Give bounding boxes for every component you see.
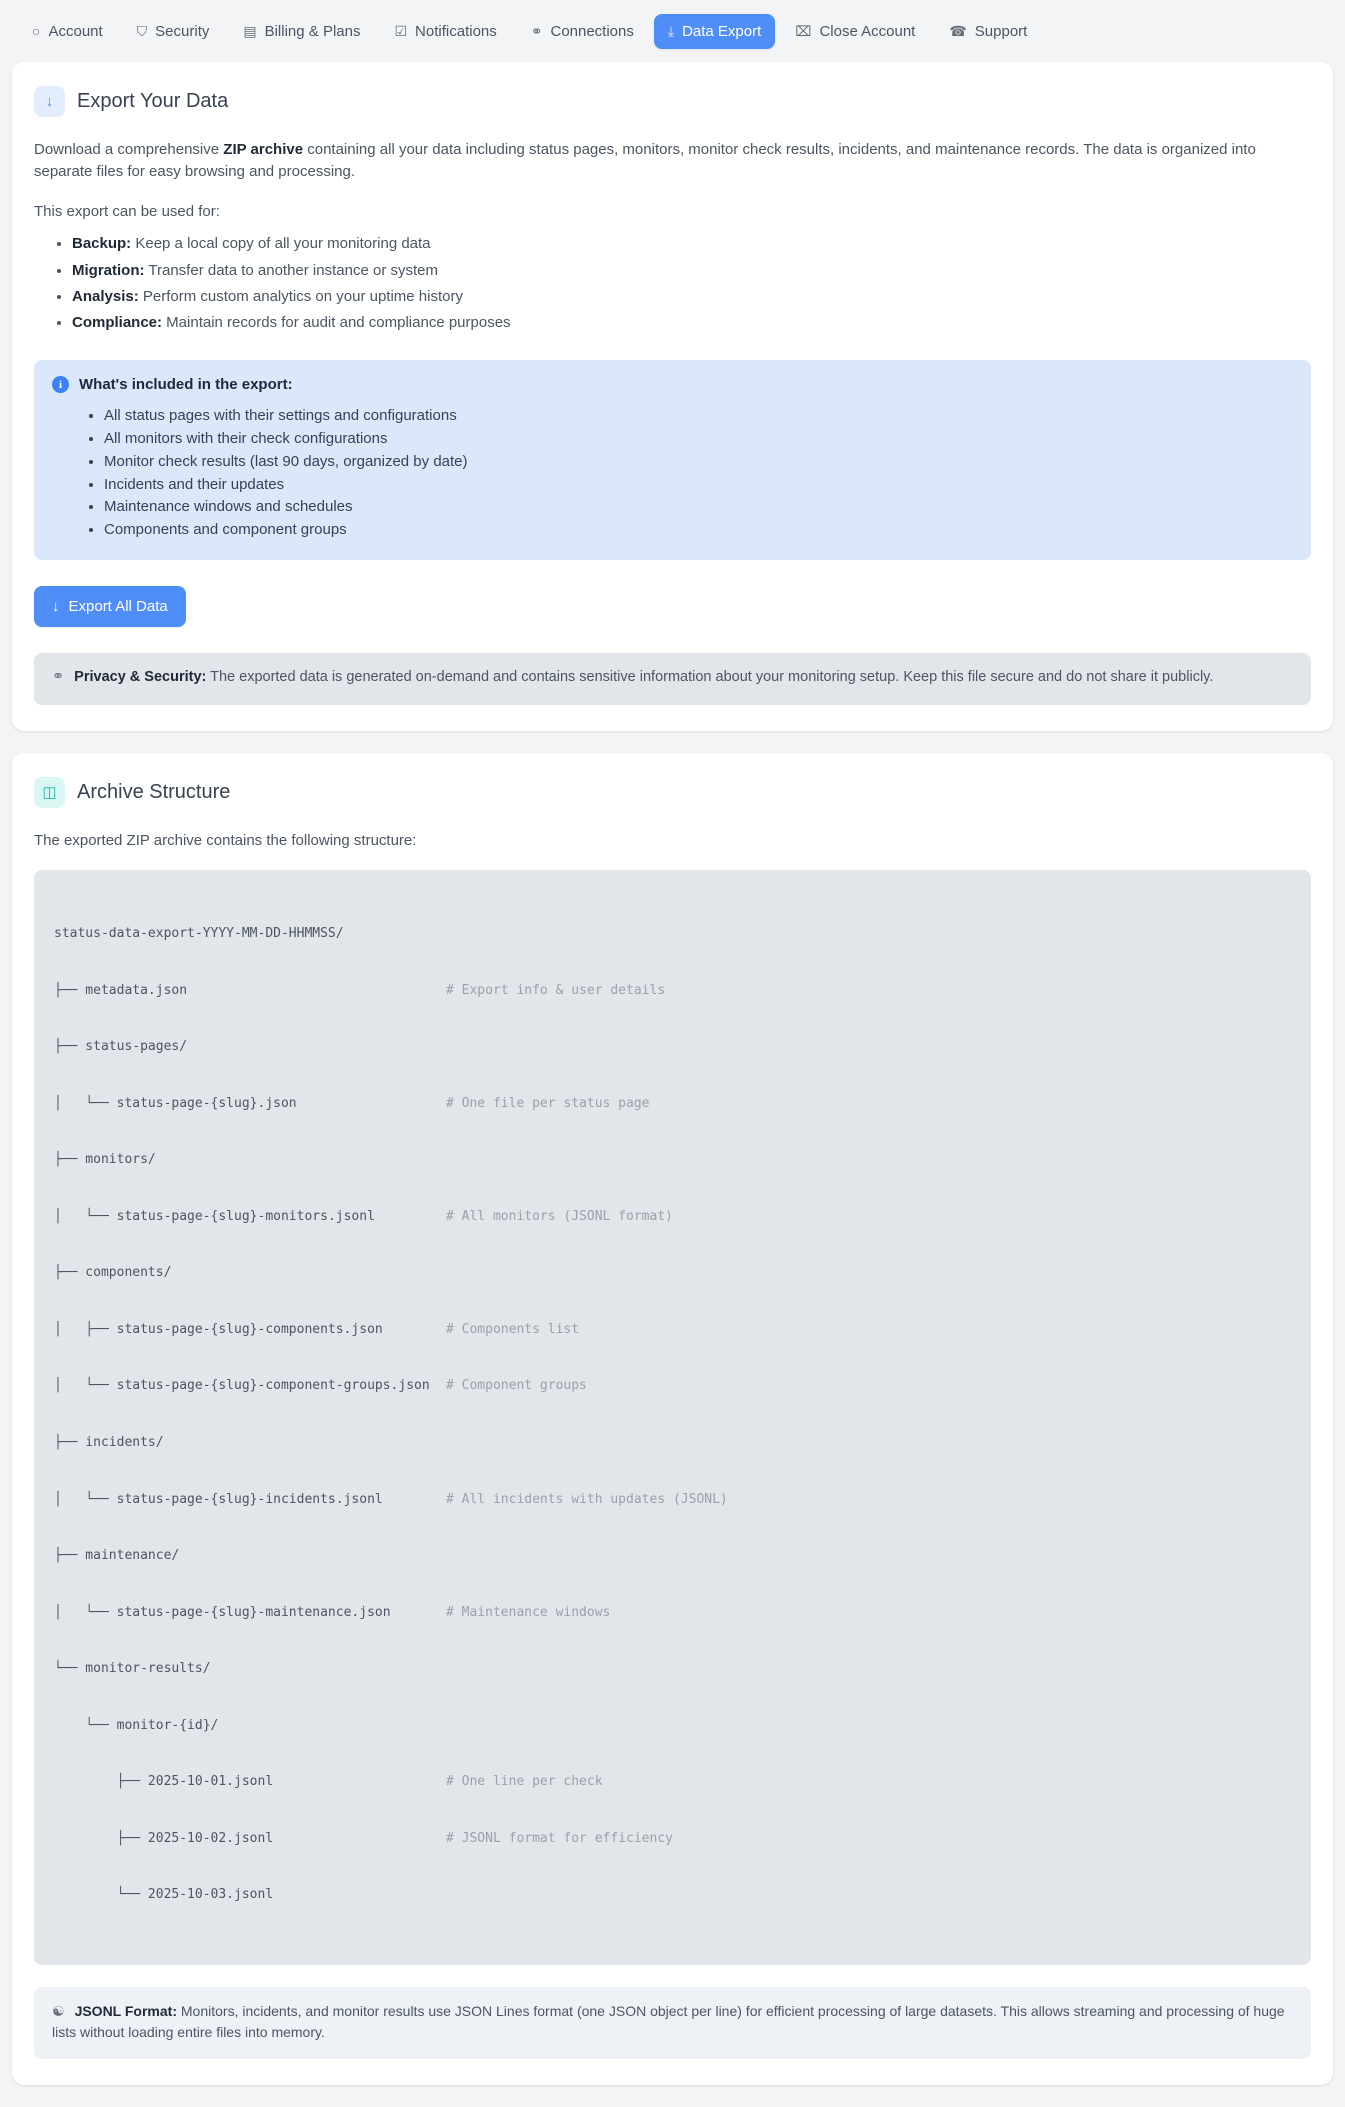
tree-comment: # Maintenance windows: [446, 1604, 611, 1620]
tab-security[interactable]: [123, 14, 224, 49]
use-case-term: Backup:: [72, 235, 132, 253]
tree-row: [54, 1095, 1291, 1114]
tree-row: [54, 1434, 1291, 1453]
section-title: Archive Structure: [77, 780, 231, 803]
tree-row: [54, 1038, 1291, 1057]
tree-comment: # All incidents with updates (JSONL): [446, 1491, 728, 1507]
use-case-text: Maintain records for audit and compliance purposes: [162, 314, 511, 331]
settings-tabs: [0, 0, 1345, 62]
tree-row: [54, 1321, 1291, 1340]
tree-row: [54, 1264, 1291, 1283]
use-cases-list: [34, 232, 1311, 334]
tree-path: ├── incidents/: [54, 1435, 164, 1450]
tree-row: [54, 1151, 1291, 1170]
tree-path: └── monitor-{id}/: [54, 1717, 219, 1733]
tree-row: [54, 1773, 1291, 1792]
tab-label: Close Account: [819, 22, 916, 40]
list-item: [72, 259, 1311, 282]
bell-icon: ☑: [394, 23, 408, 39]
tree-comment: # JSONL format for efficiency: [446, 1830, 673, 1846]
credit-card-icon: ▤: [243, 23, 257, 39]
tree-comment: # Components list: [446, 1321, 580, 1337]
tree-comment: # Export info & user details: [446, 982, 666, 998]
archive-structure-card: [12, 753, 1333, 2085]
tree-path: └── monitor-results/: [54, 1661, 211, 1677]
tree-row: [54, 1660, 1291, 1679]
tab-label: Security: [155, 22, 210, 40]
list-item: • Maintenance windows and schedules: [104, 496, 1293, 519]
download-icon: ⤓: [667, 23, 675, 39]
list-item: [72, 285, 1311, 308]
list-item: • Incidents and their updates: [104, 474, 1293, 497]
tree-path: ├── 2025-10-02.jsonl: [54, 1830, 274, 1846]
headset-icon: ☎: [949, 23, 967, 39]
export-intro-paragraph: [34, 139, 1311, 183]
list-item: • All status pages with their settings and configurations: [104, 405, 1293, 428]
tree-row: [54, 925, 1291, 944]
tree-row: [54, 1547, 1291, 1566]
use-case-text: Keep a local copy of all your monitoring data: [131, 235, 431, 253]
tree-path: ├── maintenance/: [54, 1548, 180, 1564]
tree-path: │ └── status-page-{slug}.json: [54, 1095, 297, 1111]
use-case-text: Perform custom analytics on your uptime history: [138, 287, 463, 305]
jsonl-format-note: [34, 1987, 1311, 2059]
tree-comment: # Component groups: [446, 1378, 587, 1394]
trash-icon: ⌧: [795, 23, 812, 39]
intro-text-bold: ZIP archive: [223, 141, 304, 158]
tree-comment: # One line per check: [446, 1774, 603, 1790]
page-title: Export Your Data: [77, 90, 229, 112]
tree-path: status-data-export-YYYY-MM-DD-HHMMSS/: [54, 926, 344, 942]
tab-support[interactable]: [935, 14, 1041, 49]
tree-path: │ └── status-page-{slug}-monitors.jsonl: [54, 1208, 375, 1224]
privacy-security-notice: [34, 653, 1311, 705]
tree-path: ├── metadata.json: [54, 982, 188, 998]
download-icon: ↓: [34, 86, 65, 117]
tree-row: [54, 1377, 1291, 1396]
tree-row: [54, 1886, 1291, 1905]
use-case-term: Migration:: [72, 261, 145, 279]
export-all-data-button[interactable]: [34, 586, 186, 627]
tree-row: [54, 1830, 1291, 1849]
included-title: What's included in the export:: [79, 376, 293, 394]
tab-billing-and-plans[interactable]: [229, 14, 374, 49]
included-info-panel: [34, 360, 1311, 560]
tab-connections[interactable]: [517, 14, 648, 49]
tab-data-export[interactable]: [654, 14, 775, 49]
note-text: Monitors, incidents, and monitor results use JSON Lines format (one JSON object per line) for efficient processing of large datasets. This allows streaming and processing of huge lists without loading entire files into memory.: [52, 2002, 1285, 2040]
tree-path: ├── 2025-10-01.jsonl: [54, 1774, 274, 1790]
shield-icon: ⚭: [52, 669, 65, 686]
tree-path: ├── components/: [54, 1265, 172, 1281]
export-data-card: [12, 62, 1333, 731]
list-item: • Monitor check results (last 90 days, organized by date): [104, 451, 1293, 474]
download-icon: ↓: [52, 598, 60, 616]
list-item: • All monitors with their check configurations: [104, 428, 1293, 451]
list-item: • Components and component groups: [104, 519, 1293, 542]
included-items-list: [52, 405, 1293, 542]
tab-notifications[interactable]: [380, 14, 510, 49]
tree-path: │ └── status-page-{slug}-incidents.jsonl: [54, 1491, 383, 1507]
tree-comment: # One file per status page: [446, 1095, 650, 1111]
card-header: [34, 86, 1311, 117]
tree-row: [54, 1604, 1291, 1623]
archive-intro: The exported ZIP archive contains the following structure:: [34, 831, 417, 849]
tree-path: │ └── status-page-{slug}-component-groups.json: [54, 1378, 430, 1394]
intro-text-before: Download a comprehensive: [34, 141, 224, 158]
tree-path: ├── monitors/: [54, 1152, 156, 1168]
use-case-term: Compliance:: [72, 314, 163, 331]
tree-row: [54, 982, 1291, 1001]
folder-icon: ◫: [34, 777, 65, 808]
use-case-text: Transfer data to another instance or system: [144, 261, 438, 279]
tree-row: [54, 1491, 1291, 1510]
archive-tree: [34, 870, 1311, 1965]
uses-label: This export can be used for:: [34, 202, 220, 220]
link-icon: ⚭: [530, 23, 543, 39]
tree-comment: # All monitors (JSONL format): [446, 1208, 673, 1224]
use-case-term: Analysis:: [72, 287, 139, 305]
info-icon: i: [52, 376, 69, 393]
privacy-term: Privacy & Security:: [74, 669, 207, 686]
tree-path: │ └── status-page-{slug}-maintenance.json: [54, 1604, 391, 1620]
tree-path: └── 2025-10-03.jsonl: [54, 1887, 274, 1903]
intro-text-after: containing all your data including status pages, monitors, monitor check results, incidents, and maintenance records. The data is organized into separate files for easy browsing and processing.: [34, 141, 1256, 180]
tab-close-account[interactable]: [781, 14, 929, 49]
tab-label: Account: [48, 22, 103, 40]
privacy-text: The exported data is generated on-demand and contains sensitive information about your monitoring setup. Keep this file secure and do not share it publicly.: [206, 669, 1214, 686]
tab-account[interactable]: [18, 14, 117, 49]
user-icon: ○: [32, 23, 41, 39]
shield-icon: ⛉: [136, 23, 148, 39]
tab-label: Billing & Plans: [264, 22, 361, 40]
tree-path: │ ├── status-page-{slug}-components.json: [54, 1321, 383, 1337]
button-label: Export All Data: [68, 598, 168, 616]
tree-row: [54, 1717, 1291, 1736]
list-item: [72, 311, 1311, 334]
tab-label: Support: [974, 22, 1028, 40]
tree-row: [54, 1208, 1291, 1227]
tab-label: Data Export: [682, 22, 762, 40]
tab-label: Connections: [550, 22, 634, 40]
tree-path: ├── status-pages/: [54, 1039, 188, 1055]
card-header: [34, 777, 1311, 808]
lightbulb-icon: ☯: [52, 2002, 65, 2019]
note-term: JSONL Format:: [74, 2002, 177, 2019]
tab-label: Notifications: [415, 22, 497, 40]
list-item: [72, 232, 1311, 255]
